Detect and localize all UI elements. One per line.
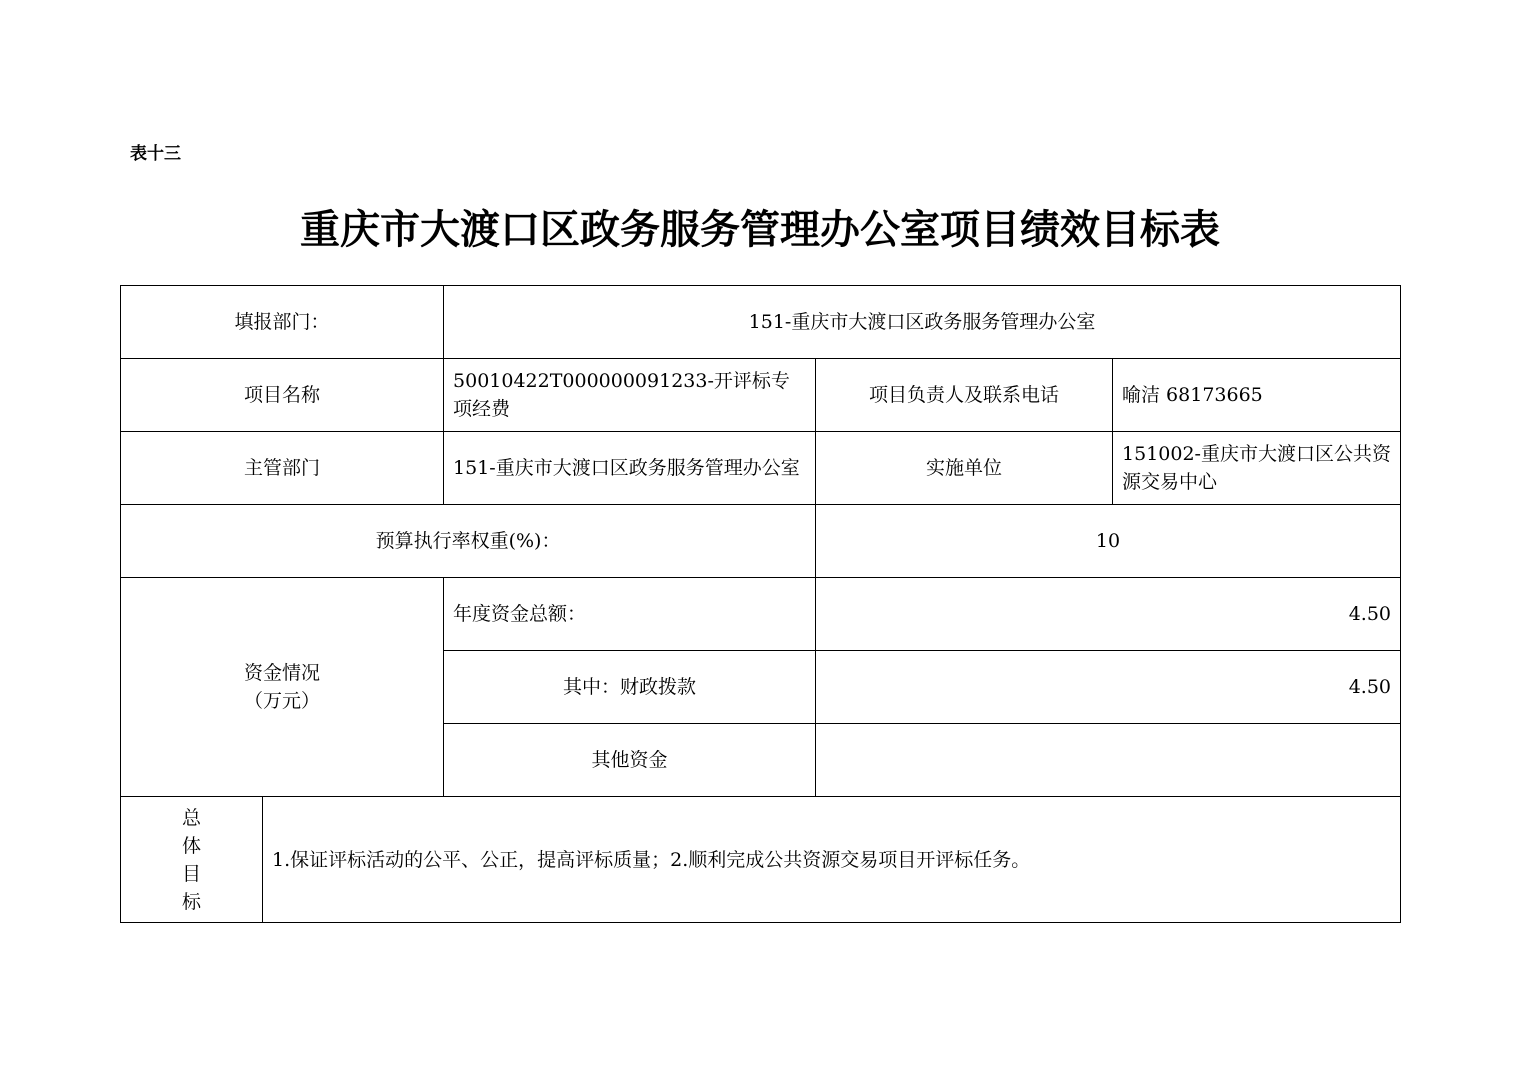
table-row	[121, 432, 1401, 505]
project-name-value: 50010422T000000091233-开评标专项经费	[444, 359, 816, 432]
project-name-label: 项目名称	[121, 359, 444, 432]
funds-label	[121, 578, 444, 797]
dept-label: 填报部门：	[121, 286, 444, 359]
supervisor-label: 主管部门	[121, 432, 444, 505]
funds-label-line1: 资金情况	[244, 662, 321, 684]
goal-label-char: 标	[182, 890, 202, 913]
budget-weight-value: 10	[816, 505, 1401, 578]
implementer-value: 151002-重庆市大渡口区公共资源交易中心	[1113, 432, 1401, 505]
table-row	[121, 505, 1401, 578]
goal-label-char: 目	[182, 862, 202, 885]
implementer-label: 实施单位	[816, 432, 1113, 505]
goal-label-char: 总	[182, 806, 202, 829]
dept-value: 151-重庆市大渡口区政务服务管理办公室	[444, 286, 1401, 359]
page-title: 重庆市大渡口区政务服务管理办公室项目绩效目标表	[300, 206, 1220, 253]
annual-total-label: 年度资金总额：	[444, 578, 816, 651]
owner-value: 喻洁 68173665	[1113, 359, 1401, 432]
table-row	[121, 359, 1401, 432]
other-funds-label: 其他资金	[444, 724, 816, 797]
performance-target-table	[120, 285, 1401, 923]
other-funds-value	[816, 724, 1401, 797]
owner-label: 项目负责人及联系电话	[816, 359, 1113, 432]
annual-total-value: 4.50	[816, 578, 1401, 651]
goal-text: 1.保证评标活动的公平、公正，提高评标质量；2.顺利完成公共资源交易项目开评标任务。	[263, 797, 1401, 923]
fiscal-label: 其中：财政拨款	[444, 651, 816, 724]
budget-weight-label: 预算执行率权重(%)：	[121, 505, 816, 578]
supervisor-value: 151-重庆市大渡口区政务服务管理办公室	[444, 432, 816, 505]
table-row	[121, 797, 1401, 923]
table-row	[121, 578, 1401, 651]
goal-label-char: 体	[182, 834, 202, 857]
table-row	[121, 286, 1401, 359]
funds-label-line2: （万元）	[244, 690, 321, 712]
table-number: 表十三	[130, 144, 181, 164]
fiscal-value: 4.50	[816, 651, 1401, 724]
goal-label	[121, 797, 263, 923]
